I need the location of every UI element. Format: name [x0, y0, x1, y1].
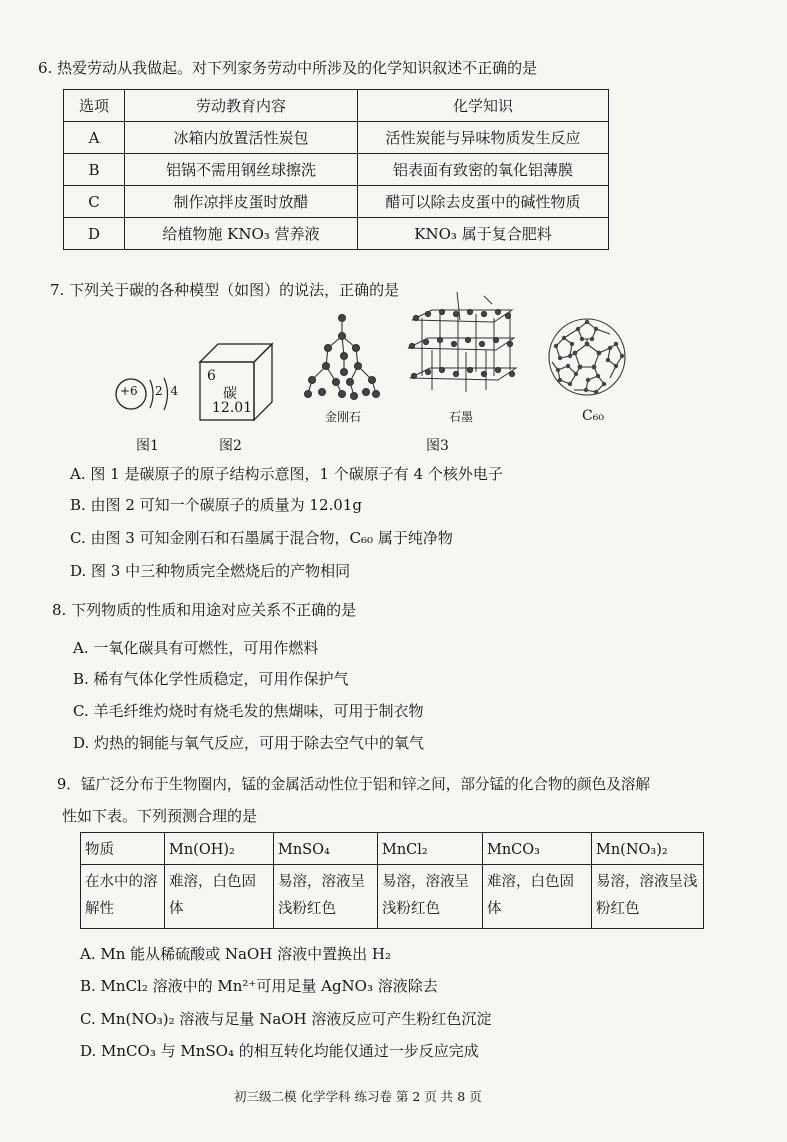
option-a: A. 一氧化碳具有可燃性，可用作燃料: [73, 639, 319, 657]
figure-2-caption: 图2: [219, 438, 242, 454]
figure-1-caption: 图1: [136, 438, 159, 454]
question-8-stem: 8. 下列物质的性质和用途对应关系不正确的是: [52, 601, 357, 619]
question-9-stem-line2: 性如下表。下列预测合理的是: [62, 807, 258, 825]
table-row: [64, 186, 609, 218]
diamond-structure-diagram: [296, 308, 386, 403]
table-row: [64, 218, 609, 250]
table-cell: 难溶，白色固体: [165, 865, 274, 929]
page-footer: 初三级二模 化学学科 练习卷 第 2 页 共 8 页: [234, 1089, 482, 1104]
table-cell: 醋可以除去皮蛋中的碱性物质: [358, 186, 609, 218]
option-c: C. 由图 3 可知金刚石和石墨属于混合物，C₆₀ 属于纯净物: [70, 529, 453, 547]
diamond-label: 金刚石: [325, 410, 362, 424]
table-cell: 活性炭能与异味物质发生反应: [358, 122, 609, 154]
table-cell: 易溶，溶液呈浅粉红色: [274, 865, 378, 929]
table-cell: 易溶，溶液呈浅粉红色: [592, 865, 704, 929]
question-6-table: [63, 89, 609, 250]
option-d: D. 图 3 中三种物质完全燃烧后的产物相同: [70, 562, 351, 580]
option-d: D. MnCO₃ 与 MnSO₄ 的相互转化均能仅通过一步反应完成: [80, 1042, 479, 1060]
table-row: [81, 865, 704, 929]
question-7-stem: 7. 下列关于碳的各种模型（如图）的说法，正确的是: [50, 281, 400, 299]
table-header-cell: 劳动教育内容: [125, 90, 358, 122]
table-cell: D: [64, 218, 125, 250]
c60-label: C₆₀: [582, 408, 604, 424]
nucleus-charge: +6: [120, 384, 138, 398]
electron-shells: 2 4: [155, 384, 181, 398]
atomic-number: 6: [207, 368, 216, 384]
option-a: A. 图 1 是碳原子的原子结构示意图，1 个碳原子有 4 个核外电子: [70, 465, 503, 483]
graphite-structure-diagram: [402, 290, 524, 405]
table-header-cell: Mn(NO₃)₂: [592, 833, 704, 865]
table-header-cell: 化学知识: [358, 90, 609, 122]
table-cell: 易溶，溶液呈浅粉红色: [378, 865, 483, 929]
option-c: C. 羊毛纤维灼烧时有烧毛发的焦煳味，可用于制衣物: [73, 702, 424, 720]
table-cell: 在水中的溶解性: [81, 865, 165, 929]
option-d: D. 灼热的铜能与氧气反应，可用于除去空气中的氧气: [73, 734, 425, 752]
table-header-cell: MnCl₂: [378, 833, 483, 865]
table-header-cell: MnCO₃: [483, 833, 592, 865]
table-cell: 给植物施 KNO₃ 营养液: [125, 218, 358, 250]
table-cell: 铝锅不需用钢丝球擦洗: [125, 154, 358, 186]
element-name: 碳: [223, 386, 237, 402]
table-header-cell: 选项: [64, 90, 125, 122]
option-c: C. Mn(NO₃)₂ 溶液与足量 NaOH 溶液反应可产生粉红色沉淀: [80, 1010, 492, 1028]
graphite-label: 石墨: [449, 410, 474, 424]
table-cell: B: [64, 154, 125, 186]
question-9-table: [80, 832, 704, 929]
option-b: B. 由图 2 可知一个碳原子的质量为 12.01g: [70, 496, 362, 514]
table-header-row: [64, 90, 609, 122]
option-a: A. Mn 能从稀硫酸或 NaOH 溶液中置换出 H₂: [80, 945, 392, 963]
atomic-mass: 12.01: [212, 400, 253, 416]
table-cell: KNO₃ 属于复合肥料: [358, 218, 609, 250]
table-cell: A: [64, 122, 125, 154]
table-cell: 铝表面有致密的氧化铝薄膜: [358, 154, 609, 186]
table-header-row: [81, 833, 704, 865]
table-row: [64, 122, 609, 154]
table-header-cell: Mn(OH)₂: [165, 833, 274, 865]
table-cell: 冰箱内放置活性炭包: [125, 122, 358, 154]
table-row: [64, 154, 609, 186]
table-cell: C: [64, 186, 125, 218]
figure-3-caption: 图3: [426, 438, 449, 454]
question-9-stem-line1: 9．锰广泛分布于生物圈内，锰的金属活动性位于铝和锌之间，部分锰的化合物的颜色及溶解: [57, 776, 651, 793]
c60-structure-diagram: [544, 314, 630, 400]
option-b: B. MnCl₂ 溶液中的 Mn²⁺可用足量 AgNO₃ 溶液除去: [80, 977, 438, 995]
question-6-stem: 6. 热爱劳动从我做起。对下列家务劳动中所涉及的化学知识叙述不正确的是: [38, 59, 538, 77]
table-header-cell: MnSO₄: [274, 833, 378, 865]
table-header-cell: 物质: [81, 833, 165, 865]
option-b: B. 稀有气体化学性质稳定，可用作保护气: [73, 670, 349, 688]
table-cell: 制作凉拌皮蛋时放醋: [125, 186, 358, 218]
table-cell: 难溶，白色固体: [483, 865, 592, 929]
